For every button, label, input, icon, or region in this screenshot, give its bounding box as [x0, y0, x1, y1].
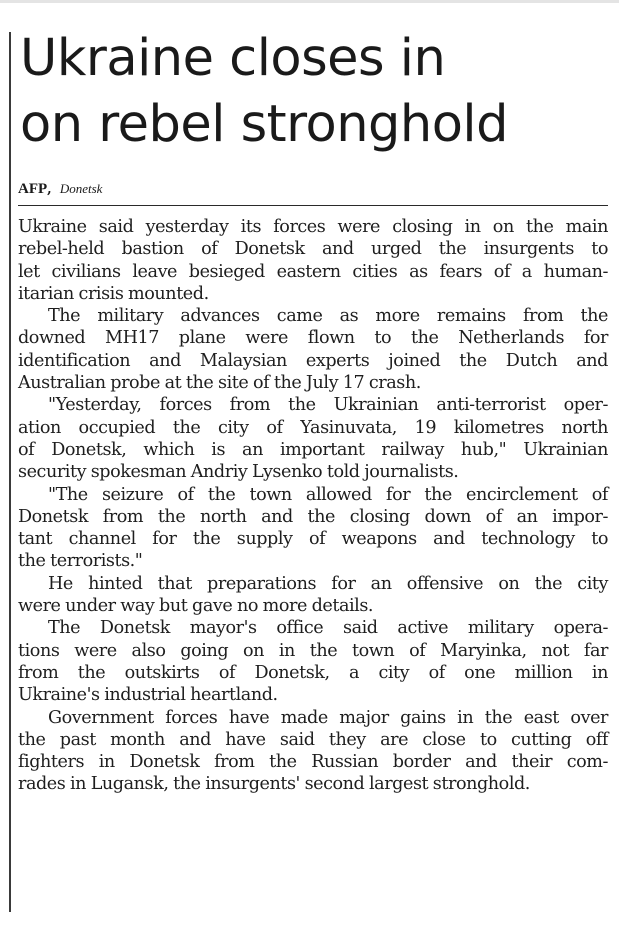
byline-separator: , [47, 182, 52, 197]
paragraph-line: of Donetsk, which is an important railway hub," Ukrainian [18, 439, 608, 460]
paragraph-line: The Donetsk mayor's office said active military opera- [48, 618, 608, 639]
article-paragraph [18, 216, 608, 305]
article-paragraph [18, 707, 608, 796]
article-paragraph [18, 484, 608, 573]
article-paragraph [18, 617, 608, 706]
headline-line: Ukraine closes in [20, 29, 446, 88]
paragraph-line: let civilians leave besieged eastern cities as fears of a human- [18, 261, 608, 282]
byline-agency: AFP [18, 181, 48, 197]
article-paragraph [18, 305, 608, 394]
paragraph-line: tions were also going on in the town of Maryinka, not far [18, 640, 608, 661]
paragraph-line: The military advances came as more remains from the [48, 306, 608, 327]
column-rule [9, 32, 11, 912]
paragraph-line: Government forces have made major gains in the east over [48, 707, 608, 728]
article-paragraph [18, 573, 608, 618]
paragraph-line: rebel-held bastion of Donetsk and urged the insurgents to [18, 239, 608, 260]
article-body [18, 216, 608, 796]
top-rule [0, 0, 619, 3]
article-paragraph [18, 394, 608, 483]
byline-dateline: Donetsk [59, 181, 103, 196]
paragraph-line: fighters in Donetsk from the Russian border and their com- [18, 752, 608, 773]
paragraph-line: were under way but gave no more details. [18, 596, 374, 617]
headline-line: on rebel stronghold [20, 95, 508, 154]
paragraph-line: from the outskirts of Donetsk, a city of one million in [18, 662, 608, 683]
paragraph-line: identification and Malaysian experts joined the Dutch and [18, 350, 608, 371]
paragraph-line: tant channel for the supply of weapons and technology to [18, 529, 608, 550]
paragraph-line: rades in Lugansk, the insurgents' second largest stronghold. [18, 774, 530, 795]
headline [18, 26, 608, 158]
paragraph-line: Ukraine said yesterday its forces were closing in on the main [18, 217, 608, 237]
paragraph-line: "Yesterday, forces from the Ukrainian anti-terrorist oper- [48, 395, 608, 416]
paragraph-line: the past month and have said they are close to cutting off [18, 729, 608, 750]
paragraph-line: downed MH17 plane were flown to the Netherlands for [18, 328, 608, 349]
paragraph-line: Donetsk from the north and the closing down of an impor- [18, 506, 608, 527]
byline [18, 180, 608, 206]
paragraph-line: Ukraine's industrial heartland. [18, 685, 278, 706]
paragraph-line: ation occupied the city of Yasinuvata, 19 kilometres north [18, 417, 608, 438]
paragraph-line: Australian probe at the site of the July 17 crash. [18, 373, 421, 394]
paragraph-line: itarian crisis mounted. [18, 283, 209, 304]
news-article [18, 26, 608, 796]
paragraph-line: "The seizure of the town allowed for the encirclement of [48, 484, 608, 505]
paragraph-line: the terrorists." [18, 551, 143, 572]
paragraph-line: security spokesman Andriy Lysenko told journalists. [18, 462, 459, 483]
paragraph-line: He hinted that preparations for an offensive on the city [48, 573, 608, 594]
